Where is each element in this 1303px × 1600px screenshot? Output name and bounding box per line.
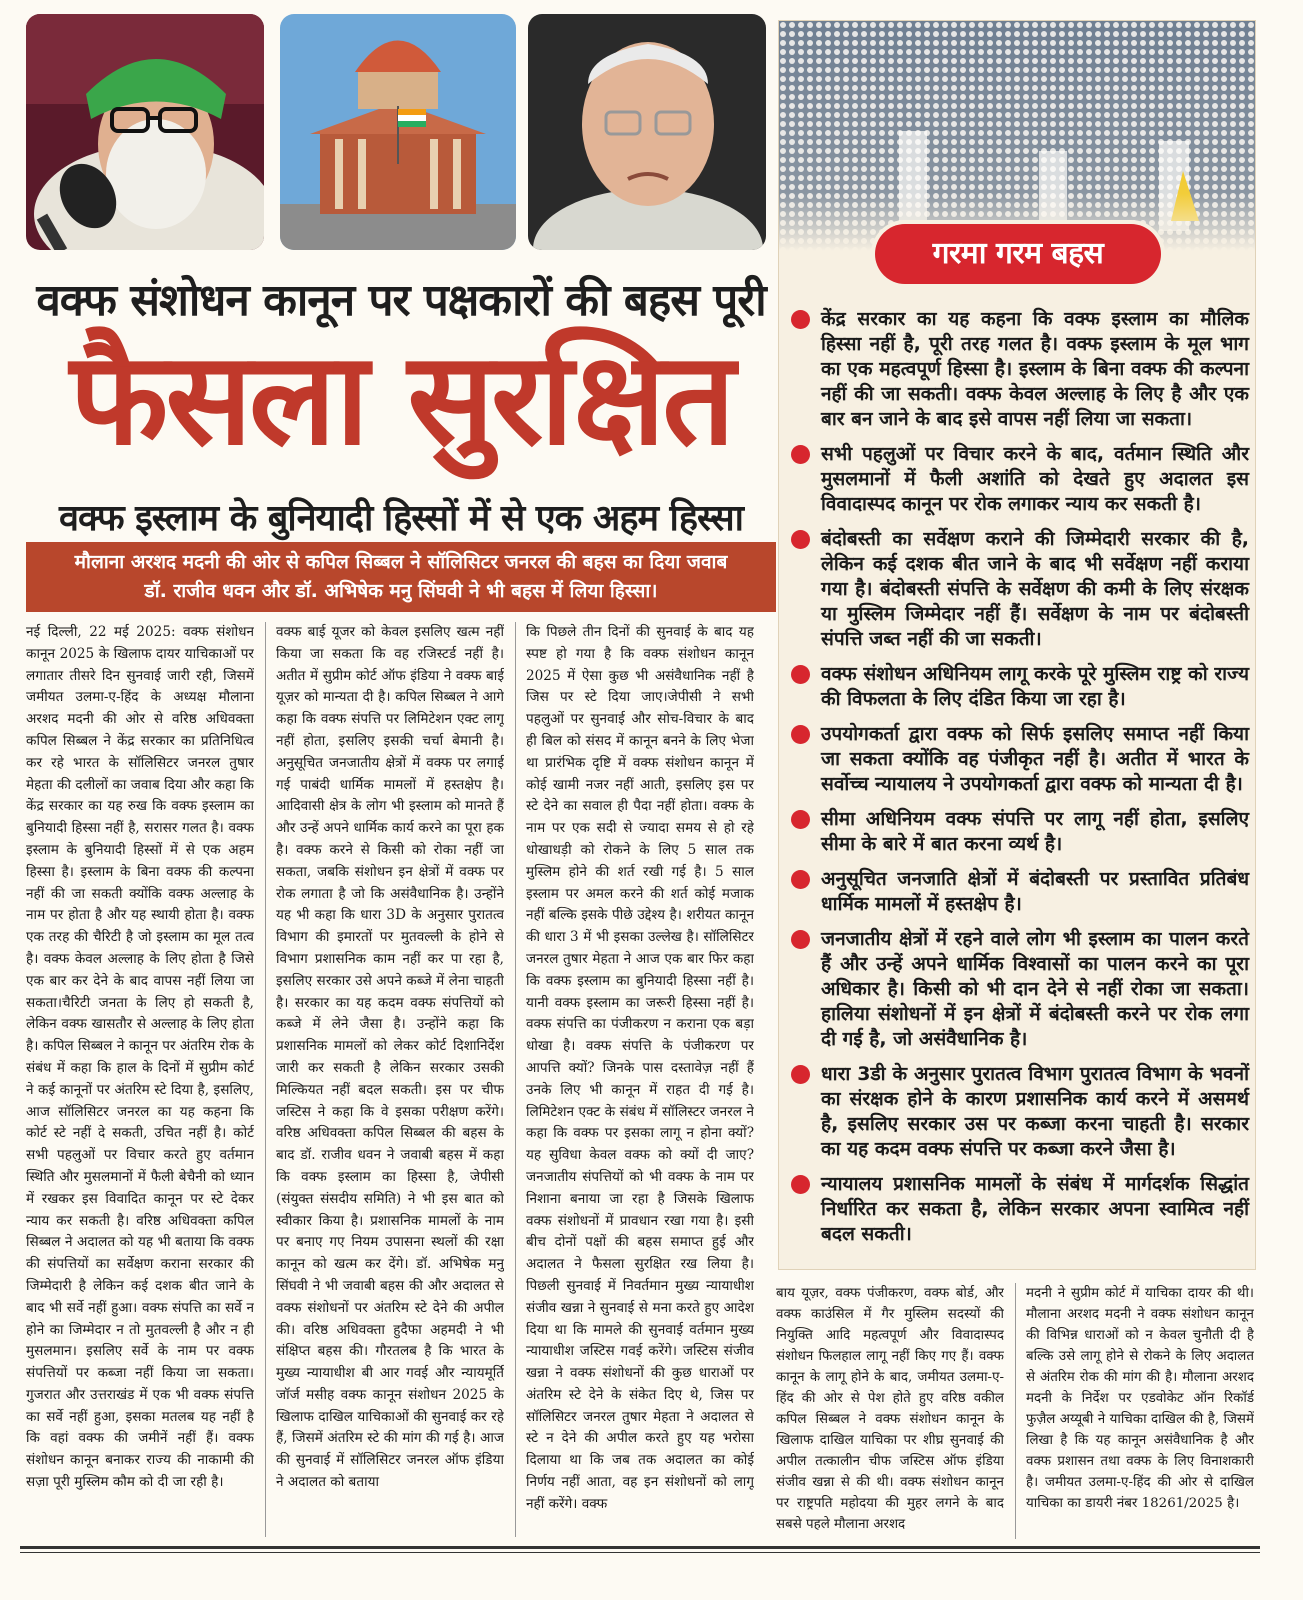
bullet-text: जनजातीय क्षेत्रों में रहने वाले लोग भी इस्लाम का पालन करते हैं और उन्हें अपने धार्मिक विश्वासों का पालन करने का पूरा अधिकार है। किसी को भी दान देने से नहीं रोका जा सकता। हालिया संशोधनों में इन क्षेत्रों में बंदोबस्ती करने पर रोक लगा दी गई है, जो असंवैधानिक है। xyxy=(821,928,1249,1050)
bullet-dot-icon xyxy=(791,665,810,684)
bullet-item xyxy=(787,527,1249,652)
sidebar-bullet-list xyxy=(787,307,1249,1257)
bullet-text: धारा 3डी के अनुसार पुरातत्व विभाग पुरातत्व विभाग के भवनों का संरक्षक होने के कारण प्रशासनिक कार्य करने में असमर्थ है, इसलिए सरकार उस पर कब्जा करना चाहती है। सरकार का यह कदम वक्फ संपत्ति पर कब्जा करने जैसा है। xyxy=(821,1063,1249,1160)
bullet-dot-icon xyxy=(791,310,810,329)
bullet-item xyxy=(787,1172,1249,1247)
photo-advocate xyxy=(528,14,766,250)
bullet-dot-icon xyxy=(791,725,810,744)
bullet-text: वक्फ संशोधन अधिनियम लागू करके पूरे मुस्लिम राष्ट्र को राज्य की विफलता के लिए दंडित किया जा रहा है। xyxy=(821,663,1249,710)
bullet-item xyxy=(787,722,1249,797)
bottom-rule-thin xyxy=(20,1552,1260,1553)
article-column-3: कि पिछले तीन दिनों की सुनवाई के बाद यह स्पष्ट हो गया है कि वक्फ संशोधन कानून 2025 में ऐसा कुछ भी असंवैधानिक नहीं है जिस पर स्टे दिया जाए।जेपीसी ने सभी पहलुओं पर सुनवाई और सोच-विचार के बाद ही बिल को संसद में कानून बनने के लिए भेजा था प्रारंभिक दृष्टि में वक्फ संशोधन कानून में कोई खामी नजर नहीं आती, इसलिए इस पर स्टे देने का सवाल ही पैदा नहीं होता। वक्फ के नाम पर एक सदी से ज्यादा समय से हो रहे धोखाधड़ी को रोकने के लिए 5 साल तक मुस्लिम होने की शर्त रखी गई है। 5 साल इस्लाम पर अमल करने की शर्त कोई मजाक नहीं बल्कि इसके पीछे उद्देश्य है। शरीयत कानून की धारा 3 में भी इसका उल्लेख है। सॉलिसिटर जनरल तुषार मेहता ने आज एक बार फिर कहा कि वक्फ इस्लाम का बुनियादी हिस्सा नहीं है। यानी वक्फ इस्लाम का जरूरी हिस्सा नहीं है। वक्फ संपत्ति का पंजीकरण न कराना एक बड़ा धोखा है। वक्फ संपत्ति के पंजीकरण पर आपत्ति क्यों? जिनके पास दस्तावेज़ नहीं हैं उनके लिए भी कानून में राहत दी गई है। लिमिटेशन एक्ट के संबंध में सॉलिस्टर जनरल ने कहा कि वक्फ पर इसका लागू न होना क्यों? यह सुविधा केवल वक्फ को क्यों दी जाए? जनजातीय संपत्तियों को भी वक्फ के नाम पर निशाना बनाया जा रहा है जिसके खिलाफ वक्फ संशोधनों में प्रावधान रखा गया है। इसी बीच दोनों पक्षों की बहस समाप्त हुई और अदालत ने फैसला सुरक्षित रख लिया है। पिछली सुनवाई में निवर्तमान मुख्य न्यायाधीश संजीव खन्ना ने सुनवाई से मना करते हुए आदेश दिया था कि मामले की सुनवाई वर्तमान मुख्य न्यायाधीश जस्टिस गवई करेंगे। जस्टिस संजीव खन्ना ने वक्फ संशोधनों की कुछ धाराओं पर अंतरिम स्टे देने के संकेत दिए थे, जिस पर सॉलिसिटर जनरल तुषार मेहता ने अदालत से स्टे न देने की अपील करते हुए यह भरोसा दिलाया था कि जब तक अदालत का कोई निर्णय नहीं आता, वह इन संशोधनों को लागू नहीं करेंगे। वक्फ xyxy=(526,624,754,1512)
bullet-dot-icon xyxy=(791,530,810,549)
article-column-4: बाय यूज़र, वक्फ पंजीकरण, वक्फ बोर्ड, और वक्फ काउंसिल में गैर मुस्लिम सदस्यों की नियुक्ति आदि महत्वपूर्ण और विवादास्पद संशोधन फिलहाल लागू नहीं किए गए हैं। वक्फ कानून के लागू होने के बाद, जमीयत उलमा-ए-हिंद की ओर से पेश होते हुए वरिष्ठ वकील कपिल सिब्बल ने वक्फ संशोधन कानून के खिलाफ दाखिल याचिका पर शीघ्र सुनवाई की अपील तत्कालीन चीफ जस्टिस ऑफ इंडिया संजीव खन्ना से की थी। वक्फ संशोधन कानून पर राष्ट्रपति महोदया की मुहर लगने के बाद सबसे पहले मौलाना अरशद xyxy=(776,1286,1004,1532)
bullet-text: बंदोबस्ती का सर्वेक्षण कराने की जिम्मेदारी सरकार की है, लेकिन कई दशक बीत जाने के बाद भी सर्वेक्षण नहीं कराया गया है। बंदोबस्ती संपत्ति के सर्वेक्षण की कमी के लिए संरक्षक या मुस्लिम जिम्मेदार नहीं हैं। सर्वेक्षण के नाम पर बंदोबस्ती संपत्ति जब्त नहीं की जा सकती। xyxy=(821,528,1249,650)
photo-cleric xyxy=(26,14,264,250)
bullet-item xyxy=(787,307,1249,432)
headline-top: वक्फ संशोधन कानून पर पक्षकारों की बहस पूरी xyxy=(36,275,766,326)
bullet-item xyxy=(787,662,1249,712)
bullet-item xyxy=(787,1062,1249,1162)
supreme-court-image xyxy=(280,14,516,250)
bullet-text: उपयोगकर्ता द्वारा वक्फ को सिर्फ इसलिए समाप्त नहीं किया जा सकता क्योंकि वह पंजीकृत नहीं है। अतीत में भारत के सर्वोच्च न्यायालय ने उपयोगकर्ता द्वारा वक्फ को मान्यता दी है। xyxy=(821,723,1249,795)
bullet-dot-icon xyxy=(791,930,810,949)
bullet-text: अनुसूचित जनजाति क्षेत्रों में बंदोबस्ती पर प्रस्तावित प्रतिबंध धार्मिक मामलों में हस्तक्षेप है। xyxy=(821,868,1249,915)
deck-line-2: डॉ. राजीव धवन और डॉ. अभिषेक मनु सिंघवी ने भी बहस में लिया हिस्सा। xyxy=(144,580,658,602)
advocate-photo-image xyxy=(528,14,766,250)
headline-main: फैसला सुरक्षित xyxy=(69,325,733,474)
deck-line-1: मौलाना अरशद मदनी की ओर से कपिल सिब्बल ने सॉलिसिटर जनरल की बहस का दिया जवाब xyxy=(74,551,728,573)
deck-strip xyxy=(26,542,776,612)
sidebar-box xyxy=(778,20,1256,1270)
crowd-image xyxy=(779,21,1256,251)
bullet-dot-icon xyxy=(791,445,810,464)
bullet-dot-icon xyxy=(791,1175,810,1194)
bullet-text: न्यायालय प्रशासनिक मामलों के संबंध में मार्गदर्शक सिद्धांत निर्धारित कर सकता है, लेकिन सरकार अपना स्वामित्व नहीं बदल सकती। xyxy=(821,1173,1249,1245)
column-divider xyxy=(515,622,516,1537)
column-divider xyxy=(265,622,266,1537)
bullet-item xyxy=(787,442,1249,517)
bullet-text: केंद्र सरकार का यह कहना कि वक्फ इस्लाम का मौलिक हिस्सा नहीं है, पूरी तरह गलत है। वक्फ इस्लाम के मूल भाग का एक महत्वपूर्ण हिस्सा है। इस्लाम के बिना वक्फ की कल्पना नहीं की जा सकती। वक्फ केवल अल्लाह के लिए है और एक बार बन जाने के बाद इसे वापस नहीं लिया जा सकता। xyxy=(821,308,1249,430)
bullet-text: सभी पहलुओं पर विचार करने के बाद, वर्तमान स्थिति और मुसलमानों में फैली अशांति को देखते हुए अदालत इस विवादास्पद कानून पर रोक लगाकर न्याय कर सकती है। xyxy=(821,443,1249,515)
bullet-text: सीमा अधिनियम वक्फ संपत्ति पर लागू नहीं होता, इसलिए सीमा के बारे में बात करना व्यर्थ है। xyxy=(821,808,1249,855)
bullet-item xyxy=(787,927,1249,1052)
column-divider xyxy=(1015,1283,1016,1539)
bottom-rule xyxy=(20,1546,1260,1549)
bullet-dot-icon xyxy=(791,1065,810,1084)
article-column-5: मदनी ने सुप्रीम कोर्ट में याचिका दायर की थी। मौलाना अरशद मदनी ने वक्फ संशोधन कानून की विभिन्न धाराओं को न केवल चुनौती दी है बल्कि उसे लागू होने से रोकने के लिए अदालत से अंतरिम रोक की मांग की है। मौलाना अरशद मदनी के निर्देश पर एडवोकेट ऑन रिकॉर्ड फुज़ैल अय्यूबी ने याचिका दाखिल की है, जिसमें लिखा है कि यह कानून असंवैधानिक है और वक्फ प्रशासन तथा वक्फ के लिए विनाशकारी है। जमीयत उलमा-ए-हिंद की ओर से दाखिल याचिका का डायरी नंबर 18261/2025 है। xyxy=(1026,1286,1254,1511)
bullet-item xyxy=(787,867,1249,917)
cleric-photo-image xyxy=(26,14,264,250)
headline-sub: वक्फ इस्लाम के बुनियादी हिस्सों में से एक अहम हिस्सा xyxy=(59,498,743,539)
bullet-dot-icon xyxy=(791,810,810,829)
sidebar-badge: गरमा गरम बहस xyxy=(875,224,1161,284)
article-column-1: नई दिल्ली, 22 मई 2025: वक्फ संशोधन कानून 2025 के खिलाफ दायर याचिकाओं पर लगातार तीसरे दिन सुनवाई जारी रही, जिसमें जमीयत उलमा-ए-हिंद के अध्यक्ष मौलाना अरशद मदनी की ओर से वरिष्ठ अधिवक्ता कपिल सिब्बल ने केंद्र सरकार का प्रतिनिधित्व कर रहे भारत के सॉलिसिटर जनरल तुषार मेहता की दलीलों का जवाब दिया और कहा कि केंद्र सरकार का यह रुख कि वक्फ इस्लाम का बुनियादी हिस्सा नहीं है, सरासर गलत है। वक्फ इस्लाम के बुनियादी हिस्सों में से एक अहम हिस्सा है। इस्लाम के बिना वक्फ की कल्पना नहीं की जा सकती क्योंकि वक्फ अल्लाह के नाम पर होता है और यह स्थायी होता है। वक्फ एक तरह की चैरिटी है जो इस्लाम का मूल तत्व है। वक्फ केवल अल्लाह के लिए होता है जिसे एक बार कर देने के बाद वापस नहीं लिया जा सकता।चैरिटी जनता के लिए हो सकती है, लेकिन वक्फ खासतौर से अल्लाह के लिए होता है। कपिल सिब्बल ने कानून पर अंतरिम रोक के संबंध में कहा कि हाल के दिनों में सुप्रीम कोर्ट ने कई कानूनों पर अंतरिम स्टे दिया है, इसलिए, आज सॉलिसिटर जनरल का यह कहना कि कोर्ट स्टे नहीं दे सकती, उचित नहीं है। कोर्ट सभी पहलुओं पर विचार करते हुए वर्तमान स्थिति और मुसलमानों में फैली बेचैनी को ध्यान में रखकर इस विवादित कानून पर स्टे देकर न्याय कर सकती है। वरिष्ठ अधिवक्ता कपिल सिब्बल ने अदालत को यह भी बताया कि वक्फ की संपत्तियों का सर्वेक्षण कराना सरकार की जिम्मेदारी है लेकिन कई दशक बीत जाने के बाद भी सर्वे नहीं हुआ। वक्फ संपत्ति का सर्वे न होने का जिम्मेदार न तो मुतवल्ली है और न ही मुसलमान। इसलिए सर्वे के नाम पर वक्फ संपत्तियों पर कब्जा नहीं किया जा सकता। गुजरात और उत्तराखंड में एक भी वक्फ संपत्ति का सर्वे नहीं हुआ, इसका मतलब यह नहीं है कि वहां वक्फ की जमीनें नहीं हैं। वक्फ संशोधन कानून बनाकर राज्य की नाकामी की सज़ा पूरी मुस्लिम कौम को दी जा रही है। xyxy=(26,624,254,1491)
bullet-dot-icon xyxy=(791,870,810,889)
bullet-item xyxy=(787,807,1249,857)
article-column-2: वक्फ बाई यूजर को केवल इसलिए खत्म नहीं किया जा सकता कि वह रजिस्टर्ड नहीं है। अतीत में सुप्रीम कोर्ट ऑफ इंडिया ने वक्फ बाई यूज़र को मान्यता दी है। कपिल सिब्बल ने आगे कहा कि वक्फ संपत्ति पर लिमिटेशन एक्ट लागू नहीं होता, इसलिए इसकी चर्चा बेमानी है। अनुसूचित जनजातीय क्षेत्रों में वक्फ पर लगाई गई पाबंदी धार्मिक मामलों में हस्तक्षेप है। आदिवासी क्षेत्र के लोग भी इस्लाम को मानते हैं और उन्हें अपने धार्मिक कार्य करने का पूरा हक है। वक्फ करने से किसी को रोका नहीं जा सकता, जबकि संशोधन इन क्षेत्रों में वक्फ पर रोक लगाता है जो कि असंवैधानिक है। उन्होंने यह भी कहा कि धारा 3D के अनुसार पुरातत्व विभाग की इमारतों पर मुतवल्ली के होने से विभाग प्रशासनिक काम नहीं कर पा रहा है, इसलिए सरकार उसे अपने कब्जे में लेना चाहती है। सरकार का यह कदम वक्फ संपत्तियों को कब्जे में लेने जैसा है। उन्होंने कहा कि प्रशासनिक मामलों को लेकर कोर्ट दिशानिर्देश जारी कर सकती है लेकिन सरकार उसकी मिल्कियत नहीं बदल सकती। इस पर चीफ जस्टिस ने कहा कि वे इसका परीक्षण करेंगे। वरिष्ठ अधिवक्ता कपिल सिब्बल की बहस के बाद डॉ. राजीव धवन ने जवाबी बहस में कहा कि वक्फ इस्लाम का हिस्सा है, जेपीसी (संयुक्त संसदीय समिति) ने भी इस बात को स्वीकार किया है। प्रशासनिक मामलों के नाम पर बनाए गए नियम उपासना स्थलों की रक्षा कानून को खत्म कर देंगे। डॉ. अभिषेक मनु सिंघवी ने भी जवाबी बहस की और अदालत से वक्फ संशोधनों पर अंतरिम स्टे देने की अपील की। वरिष्ठ अधिवक्ता हुदैफा अहमदी ने भी संक्षिप्त बहस की। गौरतलब है कि भारत के मुख्य न्यायाधीश बी आर गवई और न्यायमूर्ति जॉर्ज मसीह वक्फ कानून संशोधन 2025 के खिलाफ दाखिल याचिकाओं की सुनवाई कर रहे हैं, जिसमें अंतरिम स्टे की मांग की गई है। आज की सुनवाई में सॉलिसिटर जनरल ऑफ इंडिया ने अदालत को बताया xyxy=(276,624,504,1491)
photo-supreme-court xyxy=(280,14,516,250)
